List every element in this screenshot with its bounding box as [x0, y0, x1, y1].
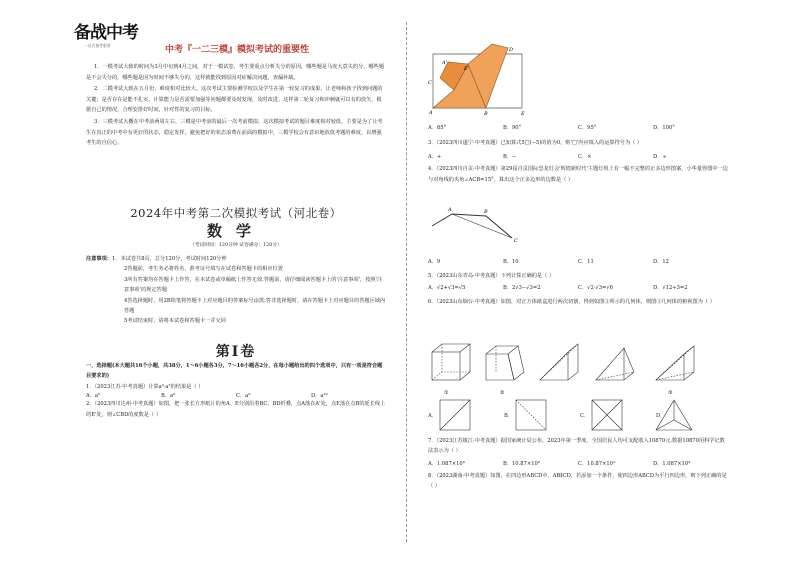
- option: B．−: [503, 154, 517, 161]
- cube-3-icon: [540, 344, 578, 380]
- intro-paragraph: 3．三模考试大概在中考前两周左右，三模是中考前的最后一次考前模拟，这次模拟考试的题目难度相对较低，主要是为了让考生在真正的中考中有更好的状态，稳定发挥，避免把好的状态浪费在前面的模拟中，三模学校会有意识地放低考题的难度，以增强考生的自信心。: [86, 118, 383, 147]
- notice-label: 注意事项：: [86, 256, 112, 262]
- volume-heading: 第Ⅰ卷: [215, 344, 257, 360]
- option-label: B．: [504, 413, 513, 419]
- notice-item: 5考试结束时，请将本试卷和答题卡一并交回: [124, 318, 226, 325]
- intro-section: [86, 62, 386, 150]
- question-7: [428, 436, 728, 492]
- option: C．a⁹: [236, 393, 251, 400]
- option: C．×: [578, 154, 592, 161]
- notice-item: 1．本试卷共8页，总分120分，考试时间120分钟: [111, 256, 227, 262]
- top-view-options: [428, 398, 728, 432]
- caption-3: ③: [668, 390, 673, 396]
- option: B．10.87×10³: [503, 460, 540, 467]
- label-C: C: [514, 238, 518, 244]
- option: D．√12÷3=2: [653, 285, 688, 292]
- top-view-shapes: [428, 398, 728, 432]
- options-row: [428, 258, 728, 265]
- question-stem: 4．（2023四川自贡·中考真题）第29届自贡国际恐龙灯会'辉煌新时代'主题灯组上有一幅不完整的正多边形图案，小华量得图中一边与对角线的夹角∠ACB=15°，算出这个正多边形的边数是（ ）: [428, 166, 728, 183]
- question-4-options: [428, 258, 728, 308]
- exam-info: （考试时间：120分钟 试卷满分：120分）: [190, 243, 282, 248]
- option: D．÷: [653, 154, 667, 161]
- cube-1-icon: [432, 344, 470, 380]
- question-3: [428, 138, 728, 185]
- label-A1: A': [442, 60, 447, 66]
- option-label: C．: [580, 413, 590, 419]
- option: D．12: [653, 259, 669, 265]
- notice-item: 4答选择题时，用2B铅笔将答题卡上对应题目的答案标号涂黑;答非选择题时，请在答题卡上对应题目的答题区域内答题: [124, 297, 386, 315]
- option-label: D．: [656, 413, 666, 419]
- cube-5-icon: [656, 346, 694, 380]
- notice-item: 3所有答案均在答题卡上作答，在本试卷或草稿纸上作答无效.答题前，请仔细阅读答题卡上的'注意事项'，按照'注意事项'的规定答题: [124, 276, 383, 294]
- label-E: E: [521, 111, 525, 117]
- logo-subtitle: 一站式备考服务: [84, 43, 111, 48]
- label-A: A: [448, 207, 452, 213]
- label-D: D: [509, 47, 514, 53]
- options-row: [428, 284, 728, 291]
- logo-text: 备战中考: [74, 23, 138, 43]
- intro-paragraph: 1．一模考试大致的时间为3月中旬到4月之间。对于一模试卷，考生要重点分析失分的原因，哪些题是马虎大意失的分，哪些题是不会失分的，哪些题是因为时间不够失分的，这样就能找到原因对症解决问题，查漏补缺。: [86, 64, 385, 81]
- caption-2: ②: [500, 390, 505, 396]
- question-stem: 3．（2023四川遂宁·中考真题）已知算式5□(−5)的值为0，则'□'内应填入的运算符号为（ ）: [428, 140, 643, 146]
- section-heading: 一、选择题(本大题共16个小题，共38分，1～6小题各3分，7～16小题各2分，在每小题给出的四个选项中，只有一项是符合题目要求的): [86, 363, 383, 380]
- option: D．1.087×10³: [653, 460, 691, 467]
- caption-1: ①: [444, 390, 449, 396]
- options-row: [428, 153, 728, 160]
- option: A．1.087×10⁴: [428, 460, 465, 467]
- option: B．90°: [503, 125, 522, 131]
- label-B: B: [484, 111, 488, 117]
- question-stem: 6．（2023山东烟台·中考真题）如图，对正方体纸盒进行两次切割，得到如图③所示的几何体，则图③几何体的俯视图为（ ）: [428, 299, 715, 306]
- option: A．√2+√3=√5: [428, 285, 466, 292]
- label-C: C: [428, 80, 432, 86]
- options-row: [86, 392, 386, 399]
- options-row: [428, 124, 728, 131]
- subject-title: 数学: [206, 222, 265, 240]
- option: B．a⁶: [161, 393, 176, 400]
- label-E1: E': [464, 66, 470, 72]
- cube-2-icon: [486, 346, 524, 380]
- fold-figure: [428, 40, 528, 118]
- option: C．√2·√3=√6: [578, 285, 613, 292]
- question-stem: 7．（2023江苏镇江·中考真题）据国家统计局公布，2023年第一季度，全国居民人均可支配收入10870元.数据10870用科学记数法表示为（ ）: [428, 438, 725, 455]
- header-title: 中考『一二三模』模拟考试的重要性: [165, 45, 310, 55]
- brand-logo: [74, 18, 152, 48]
- question-stem: 1．（2023江苏·中考真题）计算a²·a³的结果是（ ）: [86, 383, 204, 390]
- option: A．85°: [428, 125, 447, 131]
- notice-item: 2答题前，考生务必将姓名、准考证号填写在试卷和答题卡的相应位置: [124, 266, 283, 273]
- option: C．10.87×10²: [578, 460, 616, 467]
- exam-title: 2024年中考第二次模拟考试（河北卷）: [130, 206, 342, 220]
- option: A．9: [428, 259, 441, 265]
- question-stem: 2．（2023四川达州·中考真题）如图，把一张长方形纸片的角A、E分别沿着BC、BD折叠，点A落在A'处，点E落在点B的延长线上的E'处，则∠CBD的度数是（ ）: [86, 401, 386, 418]
- cube-4-icon: [596, 348, 634, 380]
- option-label: A．: [428, 413, 437, 419]
- cube-figures: [428, 340, 728, 398]
- polygon-figure: [428, 200, 538, 254]
- label-A: A: [429, 110, 433, 116]
- section-one: [86, 361, 386, 420]
- intro-paragraph: 2．二模考试大致在五月份，难度相对比较大。这次考试主要检测学校以及学生在第一轮复习的成果，让老师和孩子找到问题的关键；是否存在是能不扎实，计算能力是否需要加强等问题都要及时发现，及时改进。这样第二轮复习和冲刺就可以有的放矢，根据自己的情况，合理安排好时间，针对性的复习的目标。: [86, 86, 383, 114]
- option: C．95°: [578, 125, 597, 131]
- notice-section: [86, 254, 386, 327]
- q2-options: [428, 124, 728, 131]
- option: D．100°: [653, 125, 675, 131]
- question-stem: 8．（2023湖南·中考真题）如图，在四边形ABCD中，AB∥CD，若添加一个条件，使四边形ABCD为平行四边形，则下列正确的是（ ）: [428, 472, 727, 490]
- question-stem: 5．（2023山东青岛·中考真题）下列计算正确的是（ ）: [428, 273, 555, 279]
- option: B．10: [503, 259, 519, 265]
- column-divider: [406, 22, 407, 542]
- option: C．11: [578, 259, 594, 265]
- options-row: [428, 460, 728, 467]
- option: A．a⁵: [86, 393, 101, 400]
- option: D．a¹⁰: [311, 393, 328, 400]
- option: A．+: [428, 154, 442, 161]
- label-B: B: [484, 209, 488, 215]
- option: B．2√3−√3=2: [503, 285, 541, 292]
